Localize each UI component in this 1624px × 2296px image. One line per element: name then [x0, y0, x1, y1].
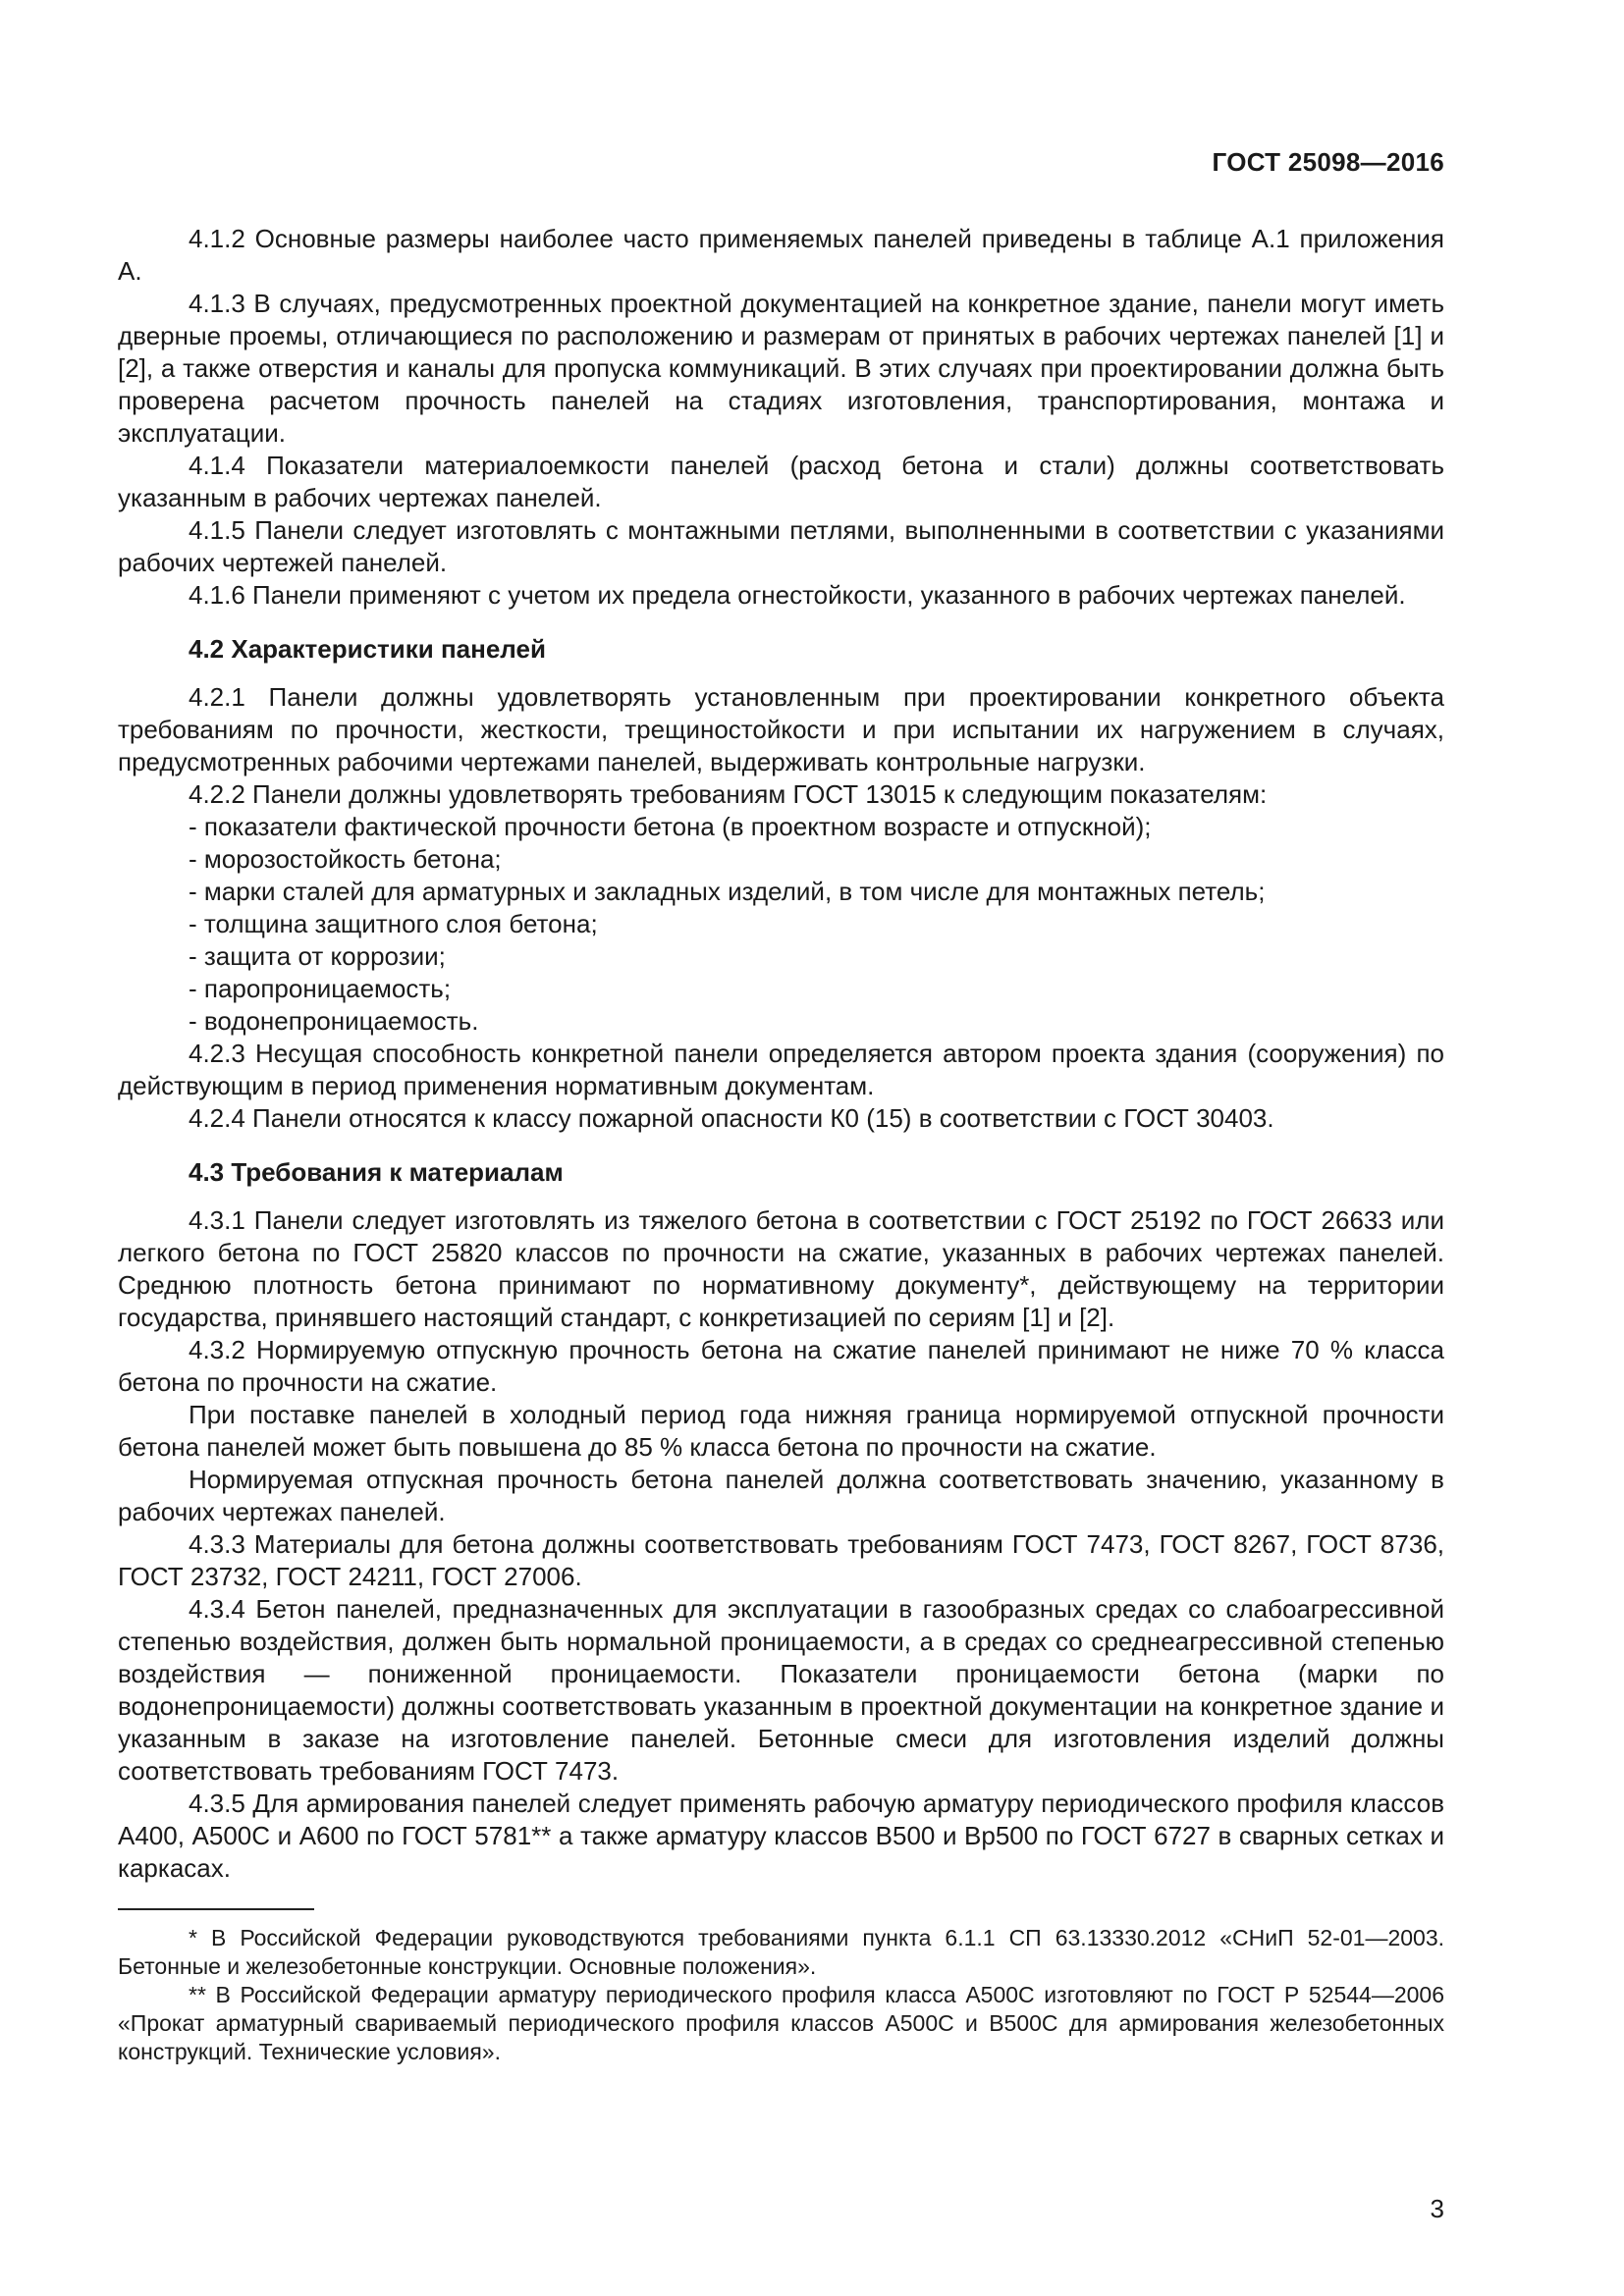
- page-number: 3: [1430, 2194, 1444, 2223]
- paragraph-4-2-3: 4.2.3 Несущая способность конкретной панели определяется автором проекта здания (сооружения) по действующим в период применения нормативным документам.: [118, 1039, 1444, 1100]
- paragraph-4-1-2: 4.1.2 Основные размеры наиболее часто применяемых панелей приведены в таблице А.1 приложения А.: [118, 224, 1444, 286]
- paragraph-4-3-2: 4.3.2 Нормируемую отпускную прочность бетона на сжатие панелей принимают не ниже 70 % класса бетона по прочности на сжатие.: [118, 1335, 1444, 1397]
- paragraph-4-3-5: 4.3.5 Для армирования панелей следует применять рабочую арматуру периодического профиля классов А400, А500С и А600 по ГОСТ 5781** а также арматуру классов В500 и Вр500 по ГОСТ 6727 в сварных сетках и каркасах.: [118, 1789, 1444, 1883]
- list-item: - толщина защитного слоя бетона;: [189, 909, 598, 938]
- paragraph-4-3-2-release: Нормируемая отпускная прочность бетона панелей должна соответствовать значению, указанному в рабочих чертежах панелей.: [118, 1465, 1444, 1526]
- paragraph-4-1-4: 4.1.4 Показатели материалоемкости панелей (расход бетона и стали) должны соответствовать указанным в рабочих чертежах панелей.: [118, 451, 1444, 512]
- list-item: - паропроницаемость;: [189, 974, 452, 1003]
- paragraph-4-2-2: 4.2.2 Панели должны удовлетворять требованиям ГОСТ 13015 к следующим показателям:: [189, 779, 1268, 809]
- list-item: - морозостойкость бетона;: [189, 844, 502, 874]
- footnote-separator: [118, 1908, 314, 1910]
- paragraph-4-3-1: 4.3.1 Панели следует изготовлять из тяжелого бетона в соответствии с ГОСТ 25192 по ГОСТ 26633 или легкого бетона по ГОСТ 25820 классов по прочности на сжатие, указанных в рабочих чертежах панелей. Среднюю плотность бетона принимают по нормативному документу*, действующему на территории государства, принявшего настоящий стандарт, с конкретизацией по сериям [1] и [2].: [118, 1205, 1444, 1332]
- list-item: - марки сталей для арматурных и закладных изделий, в том числе для монтажных петель;: [189, 877, 1266, 906]
- list-item: - защита от коррозии;: [189, 941, 446, 971]
- paragraph-4-1-6: 4.1.6 Панели применяют с учетом их предела огнестойкости, указанного в рабочих чертежах панелей.: [189, 580, 1406, 610]
- page-content: [118, 223, 1444, 2066]
- section-4-2-title: 4.2 Характеристики панелей: [189, 634, 546, 664]
- document-header: ГОСТ 25098—2016: [1212, 147, 1444, 177]
- list-item: - водонепроницаемость.: [189, 1006, 479, 1036]
- paragraph-4-3-3: 4.3.3 Материалы для бетона должны соответствовать требованиям ГОСТ 7473, ГОСТ 8267, ГОСТ 8736, ГОСТ 23732, ГОСТ 24211, ГОСТ 27006.: [118, 1529, 1444, 1591]
- footnote-2: ** В Российской Федерации арматуру периодического профиля класса А500С изготовляют по ГОСТ Р 52544—2006 «Прокат арматурный свариваемый периодического профиля классов А500С и В500С для армирования железобетонных конструкций. Технические условия».: [118, 1982, 1444, 2064]
- list-item: - показатели фактической прочности бетона (в проектном возрасте и отпускной);: [189, 812, 1152, 841]
- paragraph-4-1-5: 4.1.5 Панели следует изготовлять с монтажными петлями, выполненными в соответствии с указаниями рабочих чертежей панелей.: [118, 515, 1444, 577]
- paragraph-4-2-4: 4.2.4 Панели относятся к классу пожарной опасности К0 (15) в соответствии с ГОСТ 30403.: [189, 1103, 1274, 1133]
- footnote-1: * В Российской Федерации руководствуются требованиями пункта 6.1.1 СП 63.13330.2012 «СНиП 52-01—2003. Бетонные и железобетонные конструкции. Основные положения».: [118, 1925, 1444, 1979]
- section-4-3-title: 4.3 Требования к материалам: [189, 1157, 564, 1187]
- paragraph-4-3-4: 4.3.4 Бетон панелей, предназначенных для эксплуатации в газообразных средах со слабоагрессивной степенью воздействия, должен быть нормальной проницаемости, а в средах со среднеагрессивной степенью воздействия — пониженной проницаемости. Показатели проницаемости бетона (марки по водонепроницаемости) должны соответствовать указанным в проектной документации на конкретное здание и указанным в заказе на изготовление панелей. Бетонные смеси для изготовления изделий должны соответствовать требованиям ГОСТ 7473.: [118, 1594, 1444, 1786]
- paragraph-4-1-3: 4.1.3 В случаях, предусмотренных проектной документацией на конкретное здание, панели могут иметь дверные проемы, отличающиеся по расположению и размерам от принятых в рабочих чертежах панелей [1] и [2], а также отверстия и каналы для пропуска коммуникаций. В этих случаях при проектировании должна быть проверена расчетом прочность панелей на стадиях изготовления, транспортирования, монтажа и эксплуатации.: [118, 289, 1444, 448]
- paragraph-4-3-2-cold: При поставке панелей в холодный период года нижняя граница нормируемой отпускной прочности бетона панелей может быть повышена до 85 % класса бетона по прочности на сжатие.: [118, 1400, 1444, 1462]
- paragraph-4-2-1: 4.2.1 Панели должны удовлетворять установленным при проектировании конкретного объекта требованиям по прочности, жесткости, трещиностойкости и при испытании их нагружением в случаях, предусмотренных рабочими чертежами панелей, выдерживать контрольные нагрузки.: [118, 682, 1444, 776]
